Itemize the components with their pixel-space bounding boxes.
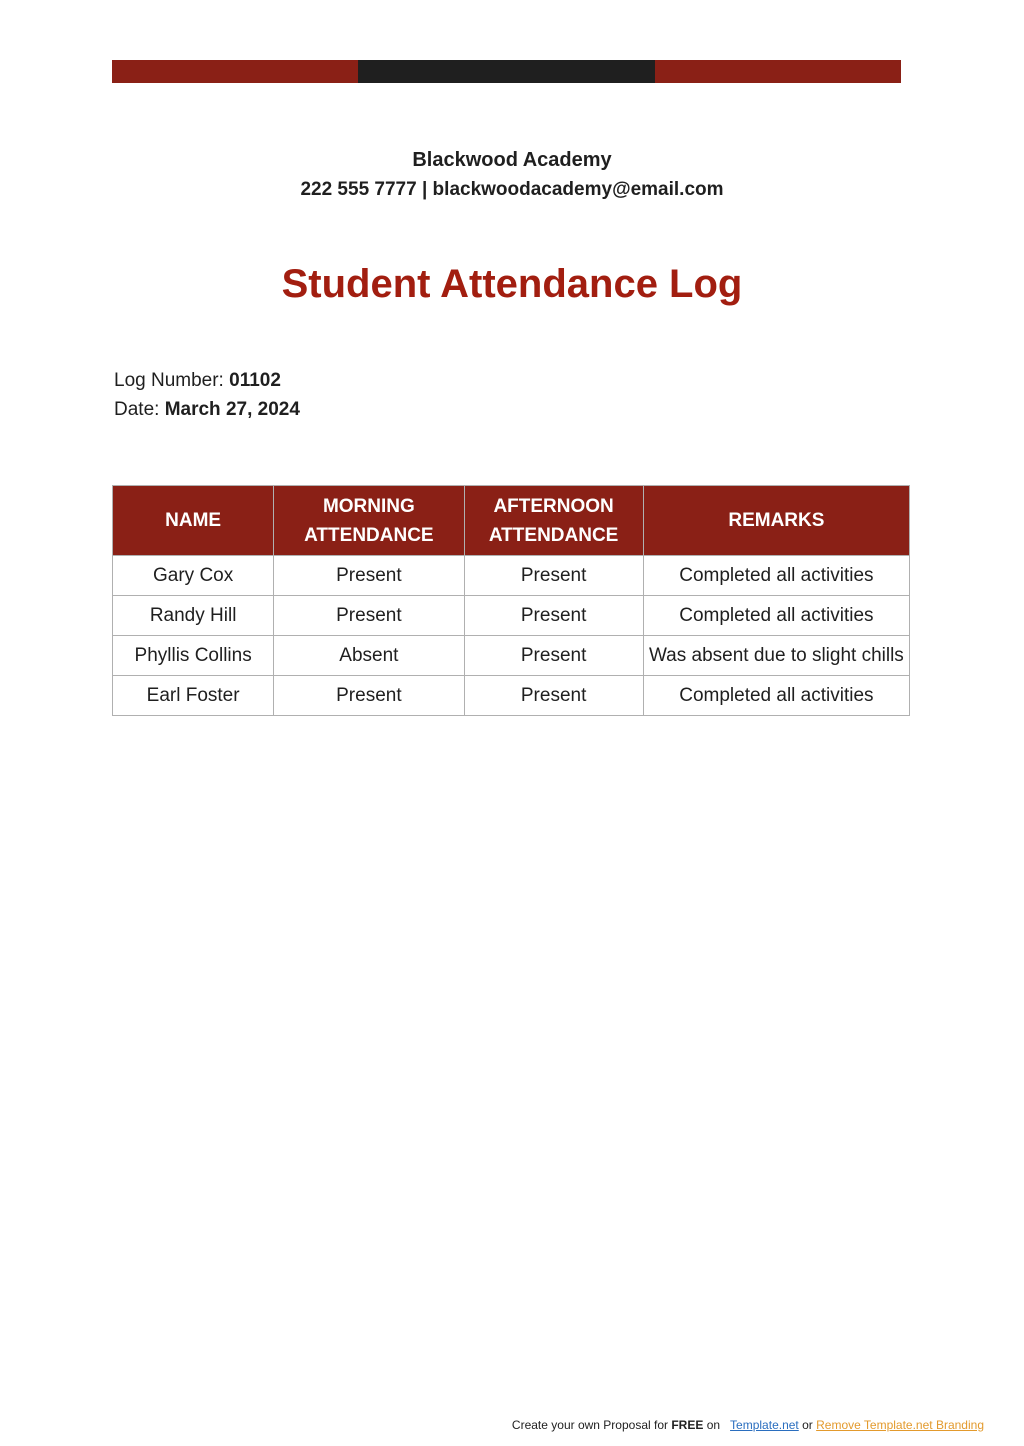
date-label: Date: xyxy=(114,399,165,420)
cell-afternoon: Present xyxy=(464,676,643,716)
header-afternoon xyxy=(464,486,643,556)
header-afternoon-line2: ATTENDANCE xyxy=(488,524,619,546)
cell-name: Gary Cox xyxy=(113,556,274,596)
date-value: March 27, 2024 xyxy=(164,399,300,420)
cell-morning: Present xyxy=(274,596,464,636)
footer-or: or xyxy=(798,1418,817,1432)
cell-afternoon: Present xyxy=(464,556,643,596)
cell-remarks: Completed all activities xyxy=(643,596,909,636)
organization-header xyxy=(0,146,1024,206)
decor-bar-middle xyxy=(358,60,655,83)
decor-bar-right xyxy=(655,60,901,83)
date-line xyxy=(114,395,300,424)
footer-on: on xyxy=(703,1418,721,1432)
cell-name: Phyllis Collins xyxy=(113,636,274,676)
org-name: Blackwood Academy xyxy=(412,149,612,171)
header-morning xyxy=(274,486,464,556)
cell-remarks: Was absent due to slight chills xyxy=(643,636,909,676)
header-decor-bar xyxy=(112,60,901,83)
table-row xyxy=(113,596,910,636)
footer-free: FREE xyxy=(671,1418,704,1432)
cell-name: Earl Foster xyxy=(113,676,274,716)
decor-bar-left xyxy=(112,60,358,83)
header-name xyxy=(113,486,274,556)
attendance-table xyxy=(112,485,910,716)
log-number-value: 01102 xyxy=(229,370,281,391)
cell-morning: Absent xyxy=(274,636,464,676)
cell-afternoon: Present xyxy=(464,636,643,676)
header-name-label: NAME xyxy=(165,510,222,531)
log-meta xyxy=(114,366,300,424)
table-header-row xyxy=(113,486,910,556)
table-row xyxy=(113,636,910,676)
template-net-link[interactable]: Template.net xyxy=(730,1418,799,1432)
log-number-line xyxy=(114,366,300,395)
table-row xyxy=(113,556,910,596)
page-title: Student Attendance Log xyxy=(281,262,743,306)
header-morning-line2: ATTENDANCE xyxy=(304,524,434,546)
org-contact: 222 555 7777 | blackwoodacademy@email.com xyxy=(300,179,724,200)
remove-branding-link[interactable]: Remove Template.net Branding xyxy=(816,1418,984,1432)
cell-morning: Present xyxy=(274,676,464,716)
header-morning-line1: MORNING xyxy=(322,495,415,517)
footer-prefix: Create your own Proposal for xyxy=(511,1418,672,1432)
header-remarks xyxy=(643,486,909,556)
header-afternoon-line1: AFTERNOON xyxy=(493,495,614,517)
cell-afternoon: Present xyxy=(464,596,643,636)
header-remarks-label: REMARKS xyxy=(728,510,825,531)
log-number-label: Log Number: xyxy=(114,370,230,391)
table-row xyxy=(113,676,910,716)
cell-remarks: Completed all activities xyxy=(643,676,909,716)
branding-footer xyxy=(0,1418,984,1432)
cell-name: Randy Hill xyxy=(113,596,274,636)
cell-morning: Present xyxy=(274,556,464,596)
cell-remarks: Completed all activities xyxy=(643,556,909,596)
